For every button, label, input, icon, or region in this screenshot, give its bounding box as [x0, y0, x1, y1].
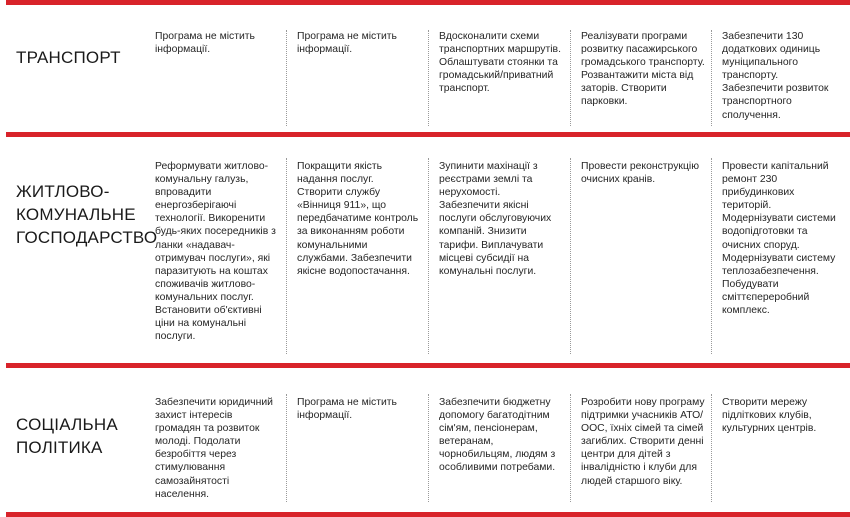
section-title-line: ГОСПОДАРСТВО [16, 228, 158, 247]
cell-social-4: Розробити нову програму підтримки учасників АТО/ООС, їхніх сімей та сімей загиблих. Створити денні центри для дітей з інвалідністю і клуби для людей старшого віку. [581, 397, 705, 487]
column-divider [286, 30, 287, 126]
column-divider [570, 30, 571, 126]
column-divider [428, 30, 429, 126]
cell-transport-5: Забезпечити 130 додаткових одиниць муніципального транспорту. Забезпечити розвиток транспортного сполучення. [722, 31, 829, 121]
top-red-divider [6, 0, 850, 5]
cell-housing-1: Реформувати житлово-комунальну галузь, впровадити енергозберігаючі технології. Викоренити будь-яких посередників з ланки «надавач-отримувач послуги», які паразитують на коштах споживачів житлово-комунальних послуг. Встановити об'єктивні ціни на комунальні послуги. [155, 161, 276, 343]
section-title-housing [16, 180, 157, 249]
column-divider [286, 394, 287, 502]
cell-transport-3: Вдосконалити схеми транспортних маршрутів. Облаштувати стоянки та громадський/приватний транспорт. [439, 31, 561, 95]
section-title-line: КОМУНАЛЬНЕ [16, 205, 136, 224]
cell-transport-1: Програма не містить інформації. [155, 31, 255, 56]
cell-social-5: Створити мережу підліткових клубів, культурних центрів. [722, 397, 817, 435]
cell-housing-2: Покращити якість надання послуг. Створити службу «Вінниця 911», що передбачатиме контроль за виконанням роботи комунальними службами. Забезпечити якісне водопостачання. [297, 161, 419, 277]
column-divider [570, 394, 571, 502]
red-divider-1 [6, 132, 850, 137]
column-divider [711, 30, 712, 126]
cell-housing-5: Провести капітальний ремонт 230 прибудинкових територій. Модернізувати системи водопідготовки та очисних споруд. Модернізувати систему теплозабезпечення. Побудувати сміттєпереробний комплекс. [722, 161, 836, 317]
red-divider-2 [6, 363, 850, 368]
cell-social-2: Програма не містить інформації. [297, 397, 397, 422]
column-divider [711, 158, 712, 354]
cell-social-1: Забезпечити юридичний захист інтересів громадян та розвиток молоді. Подолати безробіття через стимулювання самозайнятості населення. [155, 397, 273, 500]
column-divider [428, 158, 429, 354]
red-divider-3 [6, 512, 850, 517]
cell-transport-2: Програма не містить інформації. [297, 31, 397, 56]
section-title-line: ЖИТЛОВО- [16, 182, 110, 201]
cell-transport-4: Реалізувати програми розвитку пасажирського громадського транспорту. Розвантажити міста від заторів. Створити парковки. [581, 31, 705, 108]
column-divider [428, 394, 429, 502]
column-divider [286, 158, 287, 354]
cell-social-3: Забезпечити бюджетну допомогу багатодітним сім'ям, пенсіонерам, ветеранам, чорнобильцям, людям з особливими потребами. [439, 397, 556, 474]
cell-housing-4: Провести реконструкцію очисних кранів. [581, 161, 700, 186]
section-title-social [16, 413, 118, 459]
column-divider [570, 158, 571, 354]
section-title-line: ПОЛІТИКА [16, 438, 103, 457]
cell-housing-3: Зупинити махінації з реєстрами землі та нерухомості. Забезпечити якісні послуги обслуговуючих компаній. Знизити тарифи. Виплачувати місцеві субсидії на комунальні послуги. [439, 161, 552, 277]
section-title-transport: ТРАНСПОРТ [16, 48, 121, 67]
section-title-line: СОЦІАЛЬНА [16, 415, 118, 434]
column-divider [711, 394, 712, 502]
